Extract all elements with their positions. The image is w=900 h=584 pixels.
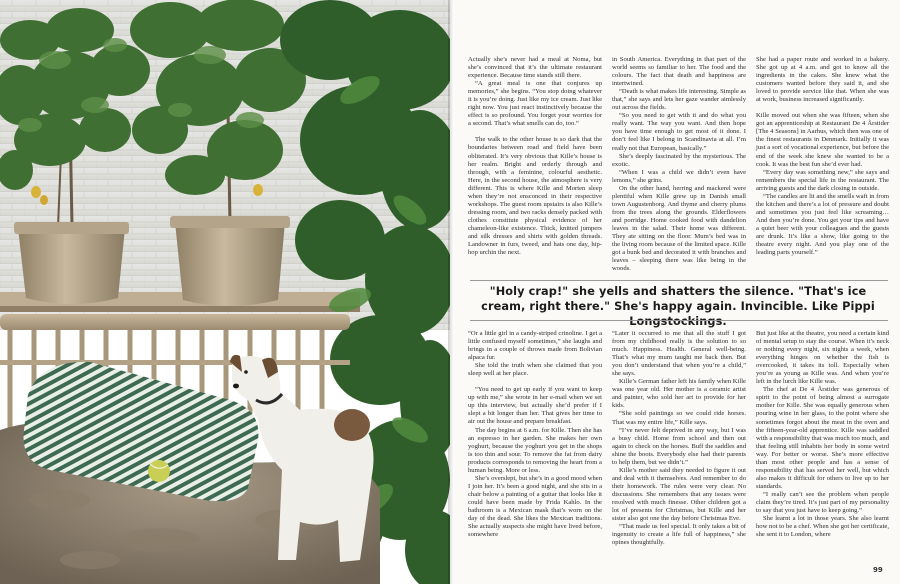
paragraph: Kille moved out when she was fifteen, when she got an apprenticeship at Restaurant De 4 Årstider [The 4 Seasons] in Aarhus, which then was one of the finest restaurants in Denmark. Initially it was just a sort of vocational experience, but before the end of the week she knew she wanted to be a cook. It was the best fun she’d ever had. (756, 112, 889, 168)
tennis-ball (148, 460, 170, 482)
paragraph: She’s deeply fascinated by the mysterious. The exotic. (612, 152, 746, 168)
paragraph: She’s overslept, but she’s in a good mood when I join her. It’s been a good night, and she sits in a chair below a painting of a guitar that looks like it could have been made by Frida Kahlo. In the bathroom is a Mexican mask that’s worn on the day of the dead. She likes the Mexican traditions. She actually suspects she might have lived before, somewhere (468, 474, 602, 539)
paragraph: Actually she’s never had a meal at Noma, but she’s convinced that it’s the ultimate restaurant experience. Because time stands still there. (468, 56, 602, 80)
paragraph: The walk to the other house is so dark that the boundaries between road and field have been obliterated. It’s very obvious that Kille’s house is her realm. Bright and orderly through and through, with a feminine, colourful aesthetic. Here, in the second house, the atmosphere is very different. This is where Kille and Morten sleep when they’re not ensconced in their respective workshops. The guest room upstairs is also Kille’s dressing room, and two racks densely packed with clothes constitute physical evidence of her chameleon-like existence. Thick, knitted jumpers and silk dresses and shirts with golden threads. Landowner in furs, tweed, and hats one day, hip-hop urchin the next. (468, 136, 602, 257)
paragraph: “You need to get up early if you want to keep up with me,” she wrote in her e-mail when we set up this interview, but actually she’d prefer if I slept a bit longer than her. That gives her time to air out the house and prepare breakfast. (468, 386, 602, 426)
paragraph: But just like at the theatre, you need a certain kind of mental setup to stay the course. When it’s neck or nothing every night, six nights a week, when everything hinges on whether the fish is overcooked, it takes its toll. Especially when you’re as young as Kille was. And when you’re left in the lurch like Kille was. (756, 330, 889, 386)
column-bottom-3 (756, 330, 889, 539)
paragraph: “When I was a child we didn’t even have lemons,” she grins. (612, 168, 746, 184)
paragraph: The chef at De 4 Årstider was generous of spirit to the point of being almost a surrogate mother for Kille. She was equally generous when pouring wine in her glass, to the point where she sometimes forgot about the meat in the oven and the fifteen-year-old apprentice. Kille was saddled with a responsibility that was much too much, and that feeling still inhabits her body in some weird way. For better or worse. She’s more effective than most other people and has a sense of responsibility that has served her well, but which also makes it difficult for others to live up to her standards. (756, 386, 889, 490)
column-top-1 (468, 56, 602, 257)
rule-bottom (470, 320, 888, 321)
rule-top (470, 280, 888, 281)
paragraph: “She sold paintings so we could ride horses. That was my entire life,” Kille says. (612, 410, 746, 426)
paragraph: She had a paper route and worked in a bakery. She got up at 4 a.m. and got to know all the ingredients in the cakes. She knew what the customers wanted before they said it, and she loved to provide service like that. When she was at work, business increased significantly. (756, 56, 889, 104)
page-number: 99 (873, 566, 883, 574)
paragraph: “A great meal is one that conjures up memories,” she begins. “You stop doing whatever it is you’re doing. Just like my ice cream. Just like right now. You just react instinctively because the effect is so profound. You forget your worries for a second. That’s what smells can do, too.” (468, 80, 602, 128)
paragraph: in South America. Everything in that part of the world seems so familiar to her. The food and the colours. The fact that death and happiness are intertwined. (612, 56, 746, 88)
paragraph: “I really can’t see the problem when people claim they’re tired. It’s just part of my personality to say that you just have to keep going.” (756, 490, 889, 515)
paragraph: “Later it occurred to me that all the stuff I got from my childhood really is the solution to so much. Happiness. Health. General well-being. That’s what my mum taught me back then. But you don’t understand that when you’re a child,” she says. (612, 330, 746, 378)
paragraph: Kille’s mother said they needed to figure it out and deal with it themselves. And remember to do their homework. The rules were very clear. No discussions. She remembers that any issues were resolved with much finesse. Other children got a lot of presents for Christmas, but Kille and her sister also got one the day before Christmas Eve. (612, 466, 746, 523)
column-bottom-1 (468, 330, 602, 539)
paragraph: “So you need to get with it and do what you really want. The way you want. And then hope you have time enough to get most of it done. I don’t feel like I belong in Scandinavia at all. I’m really not that European, basically.” (612, 112, 746, 152)
paragraph: “The candles are lit and the smells waft in from the kitchen and there’s a lot of pressure and doubt and sometimes you just feel like screaming… And then you’re done. You get your tips and have a quiet beer with your colleagues and the guests are drunk. It’s like a show, like going to the theatre every night. And you play one of the leading parts yourself.” (756, 192, 889, 257)
column-top-3 (756, 56, 889, 257)
paragraph: She learnt a lot in those years. She also learnt how not to be a chef. When she got her certificate, she sent it to London, where (756, 515, 889, 539)
paragraph: The day begins at 6 a.m. for Kille. Then she has an espresso in her garden. She makes her own yoghurt, because the yoghurt you get in the shops is too thin and sour. To remove the fat from dairy products corresponds to removing the heart from a human being. More or less. (468, 426, 602, 474)
paragraph: “That made us feel special. It only takes a bit of ingenuity to create a life full of happiness,” she opines thoughtfully. (612, 523, 746, 547)
paragraph: She told the truth when she claimed that you sleep well at her place. (468, 362, 602, 378)
paragraph: On the other hand, herring and mackerel were plentiful when Kille grew up in Danish small town Augustenborg. And thyme and cherry plums from the trees along the grounds. Elderflowers and porridge. Home cooked food with dandelion leaves in the salad. Their home was different. They ate sitting on the floor. Mum’s bed was in the living room because of the limited space. Kille got a bunk bed and decorated it with branches and leaves – sleeping there was like being in the woods. (612, 184, 746, 273)
pull-quote: "Holy crap!" she yells and shatters the silence. "That's ice cream, right there." She's happy again. Invincible. Like Pippi Longstockings. (481, 285, 875, 328)
column-top-2 (612, 56, 746, 273)
paragraph: Kille’s German father left his family when Kille was one year old. Her mother is a ceramic artist and painter, who sold her art to provide for her kids. (612, 378, 746, 410)
column-bottom-2 (612, 330, 746, 547)
paragraph: “Death is what makes life interesting. Simple as that,” she says and lets her gaze wander aimlessly out across the fields. (612, 88, 746, 112)
paragraph: “I’ve never felt deprived in any way, but I was a busy child. Home from school and then out again to check on the horses. Buff the saddles and shine the boots. Everybody else had their parents to help them, but we didn’t.” (612, 426, 746, 466)
paragraph: “Every day was something new,” she says and remembers the special life in the restaurant. The arriving guests and the dark closing in outside. (756, 168, 889, 192)
paragraph: “Or a little girl in a candy-striped crinoline. I get a little confused myself sometimes,” she laughs and brings in a couple of throws made from Bolivian alpaca fur. (468, 330, 602, 362)
